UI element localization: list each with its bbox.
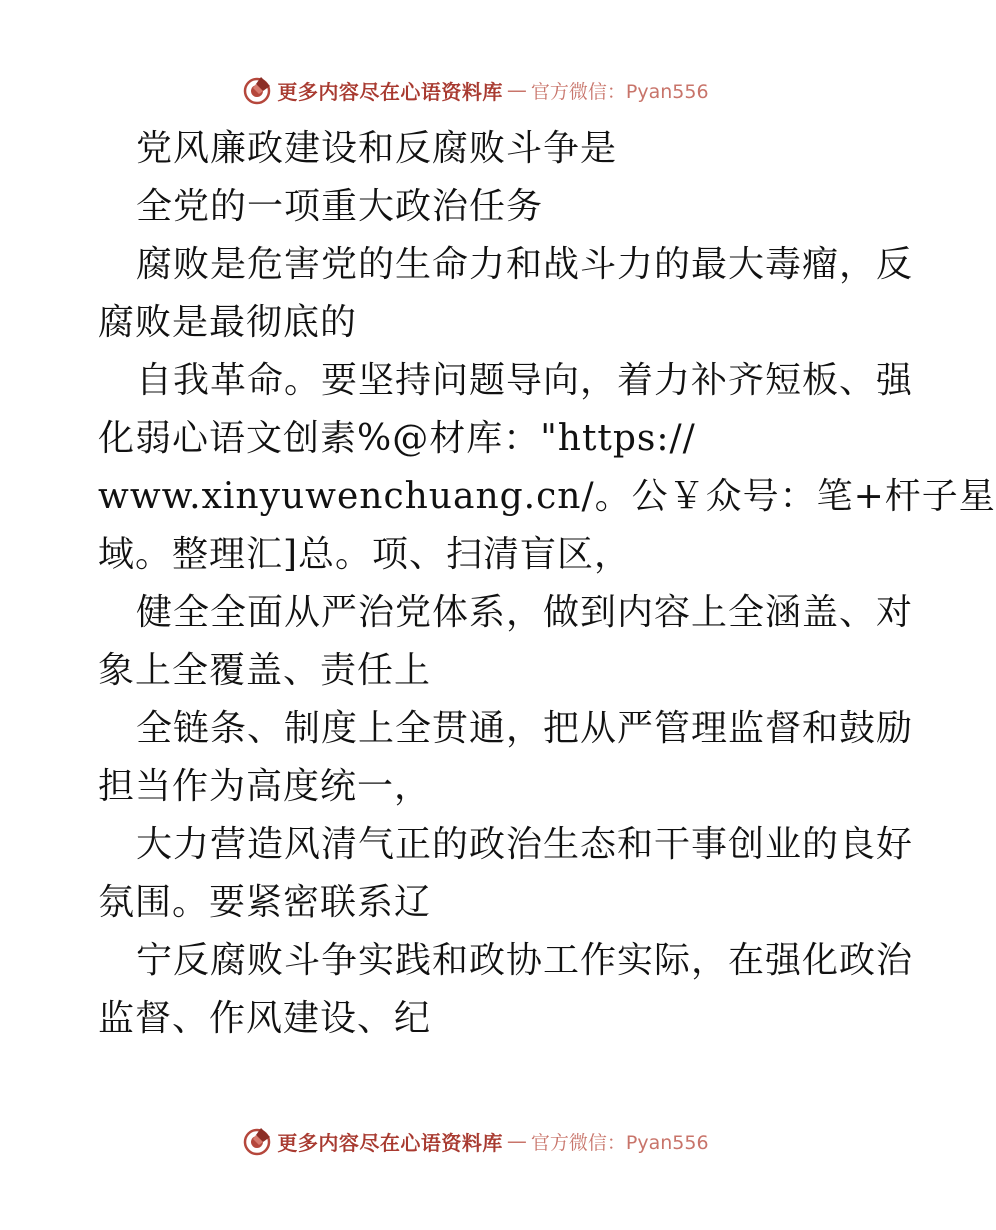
text-line: 自我革命。要坚持问题导向，着力补齐短板、强	[136, 360, 914, 401]
pen-circle-icon	[241, 1125, 273, 1157]
text-line: 全党的一项重大政治任务	[136, 186, 544, 227]
text-line: 腐败是危害党的生命力和战斗力的最大毒瘤，反	[136, 244, 914, 285]
banner-text: 更多内容尽在心语资料库	[277, 79, 503, 104]
text-line: 化弱心语文创素%@材库："https://	[98, 418, 696, 459]
pen-circle-icon	[241, 74, 273, 106]
banner-contact: 官方微信：Pyan556	[530, 1131, 709, 1154]
text-line: 宁反腐败斗争实践和政协工作实际，在强化政治	[136, 940, 914, 981]
footer-banner	[0, 1121, 950, 1161]
document-body	[98, 120, 996, 1048]
banner-separator: —	[506, 78, 527, 102]
banner-text: 更多内容尽在心语资料库	[277, 1130, 503, 1155]
text-line: 全链条、制度上全贯通，把从严管理监督和鼓励	[136, 708, 914, 749]
text-line: 健全全面从严治党体系，做到内容上全涵盖、对	[136, 592, 914, 633]
header-banner	[0, 70, 950, 110]
text-line: 腐败是最彻底的	[98, 302, 358, 343]
text-line: 监督、作风建设、纪	[98, 998, 432, 1039]
text-line: www.xinyuwenchuang.cn/。公￥众号：笔+杆子星	[98, 476, 996, 517]
banner-separator: —	[506, 1129, 527, 1153]
text-line: 域。整理汇]总。项、扫清盲区，	[98, 534, 632, 575]
text-line: 党风廉政建设和反腐败斗争是	[136, 128, 618, 169]
text-line: 大力营造风清气正的政治生态和干事创业的良好	[136, 824, 914, 865]
text-line: 氛围。要紧密联系辽	[98, 882, 432, 923]
text-line: 担当作为高度统一，	[98, 766, 432, 807]
banner-contact: 官方微信：Pyan556	[530, 80, 709, 103]
text-line: 象上全覆盖、责任上	[98, 650, 432, 691]
